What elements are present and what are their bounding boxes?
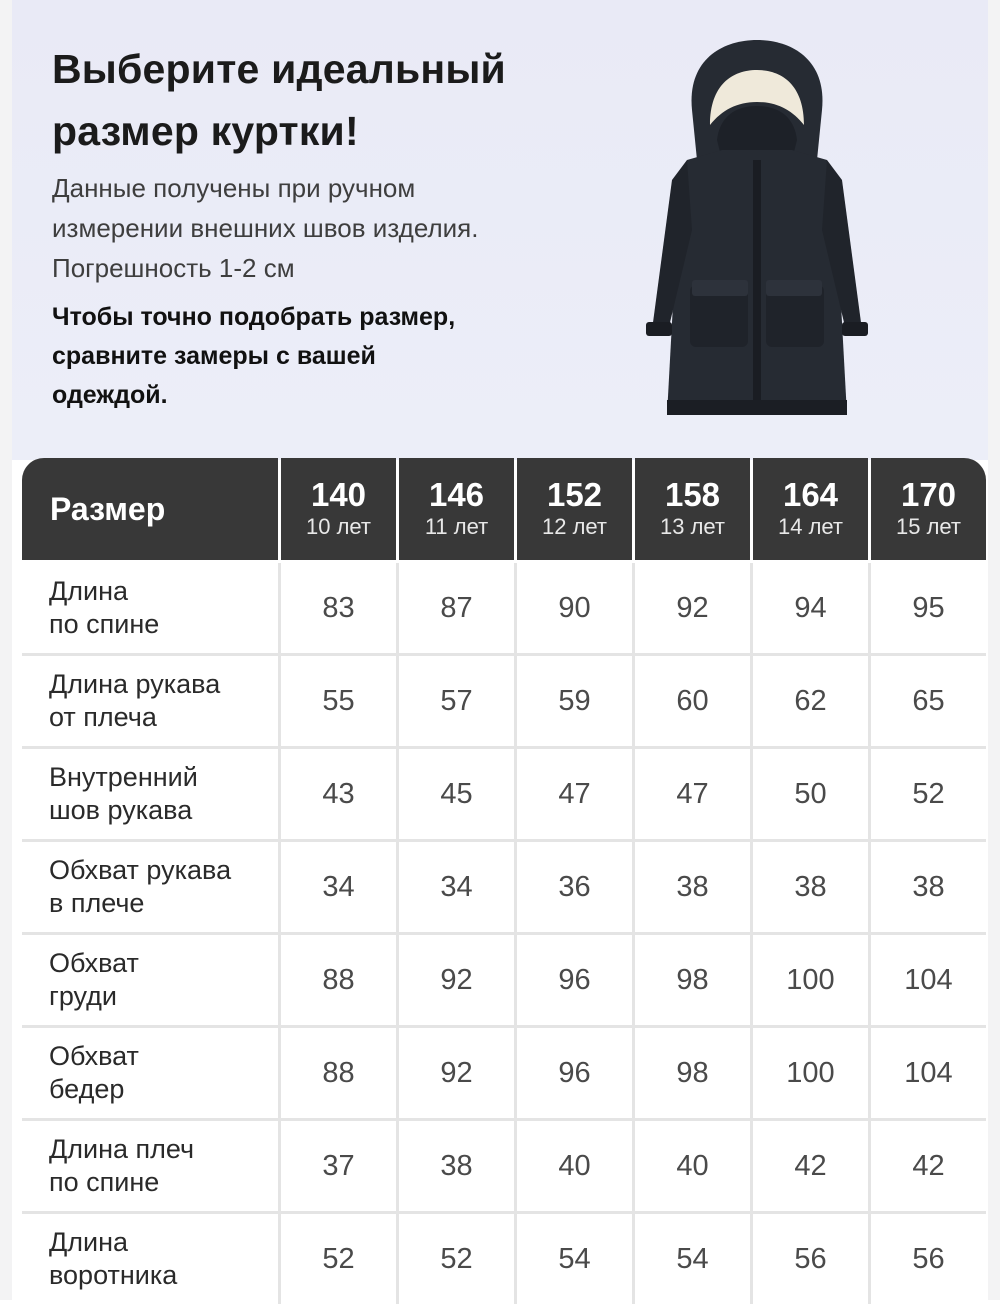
measurement-label: Длина по спине: [22, 563, 278, 653]
table-cell: 59: [517, 656, 632, 746]
table-cell: 47: [517, 749, 632, 839]
table-cell: 98: [635, 935, 750, 1025]
table-row: [22, 563, 986, 653]
table-cell: 52: [281, 1214, 396, 1304]
table-cell: 54: [635, 1214, 750, 1304]
table-cell: 95: [871, 563, 986, 653]
measurement-label: Длина рукава от плеча: [22, 656, 278, 746]
size-column-header: [399, 458, 514, 560]
size-column-header: [281, 458, 396, 560]
table-row: [22, 1121, 986, 1211]
size-table: [22, 458, 986, 1304]
table-cell: 38: [871, 842, 986, 932]
size-age: 12 лет: [541, 514, 607, 539]
table-row: [22, 842, 986, 932]
size-table-header: [22, 458, 986, 560]
table-cell: 92: [399, 1028, 514, 1118]
table-cell: 94: [753, 563, 868, 653]
table-cell: 54: [517, 1214, 632, 1304]
table-cell: 38: [635, 842, 750, 932]
measurement-label: Длина плеч по спине: [22, 1121, 278, 1211]
table-cell: 42: [753, 1121, 868, 1211]
measurement-label: Внутренний шов рукава: [22, 749, 278, 839]
page-edge-right: [988, 0, 1000, 1300]
table-row: [22, 749, 986, 839]
size-number: 170: [900, 476, 957, 513]
table-cell: 62: [753, 656, 868, 746]
compare-hint: Чтобы точно подобрать размер, сравните замеры с вашей одеждой.: [52, 303, 456, 409]
table-row: [22, 935, 986, 1025]
size-column-header: [635, 458, 750, 560]
table-cell: 100: [753, 1028, 868, 1118]
table-cell: 38: [399, 1121, 514, 1211]
jacket-icon: [632, 30, 882, 430]
measurement-label: Обхват рукава в плече: [22, 842, 278, 932]
page-edge-left: [0, 0, 12, 1300]
table-cell: 47: [635, 749, 750, 839]
table-cell: 40: [635, 1121, 750, 1211]
measurement-label: Обхват груди: [22, 935, 278, 1025]
table-cell: 34: [399, 842, 514, 932]
size-number: 140: [310, 476, 367, 513]
table-cell: 96: [517, 1028, 632, 1118]
size-number: 146: [428, 476, 485, 513]
table-cell: 104: [871, 935, 986, 1025]
size-header-label: Размер: [22, 458, 278, 560]
size-table-body: [22, 563, 986, 1304]
table-cell: 50: [753, 749, 868, 839]
table-cell: 88: [281, 1028, 396, 1118]
size-age: 13 лет: [659, 514, 725, 539]
measurement-label: Длина воротника: [22, 1214, 278, 1304]
table-cell: 100: [753, 935, 868, 1025]
table-cell: 43: [281, 749, 396, 839]
table-row: [22, 656, 986, 746]
size-column-header: [517, 458, 632, 560]
table-cell: 36: [517, 842, 632, 932]
measurement-label: Обхват бедер: [22, 1028, 278, 1118]
table-cell: 60: [635, 656, 750, 746]
table-cell: 52: [871, 749, 986, 839]
table-cell: 87: [399, 563, 514, 653]
table-cell: 34: [281, 842, 396, 932]
table-cell: 92: [635, 563, 750, 653]
table-cell: 42: [871, 1121, 986, 1211]
hero-banner: [12, 0, 988, 460]
size-number: 164: [782, 476, 839, 513]
table-cell: 98: [635, 1028, 750, 1118]
table-cell: 56: [753, 1214, 868, 1304]
table-cell: 90: [517, 563, 632, 653]
table-cell: 92: [399, 935, 514, 1025]
page-title: Выберите идеальный размер куртки!: [52, 46, 506, 154]
table-cell: 37: [281, 1121, 396, 1211]
size-number: 158: [664, 476, 721, 513]
table-cell: 52: [399, 1214, 514, 1304]
size-age: 15 лет: [895, 514, 961, 539]
size-age: 14 лет: [777, 514, 843, 539]
table-cell: 56: [871, 1214, 986, 1304]
table-row: [22, 1214, 986, 1304]
table-cell: 96: [517, 935, 632, 1025]
table-row: [22, 1028, 986, 1118]
table-cell: 38: [753, 842, 868, 932]
measurement-note: Данные получены при ручном измерении внешних швов изделия. Погрешность 1-2 см: [52, 173, 479, 283]
table-cell: 57: [399, 656, 514, 746]
size-age: 11 лет: [424, 514, 489, 539]
table-cell: 45: [399, 749, 514, 839]
size-column-header: [753, 458, 868, 560]
table-cell: 55: [281, 656, 396, 746]
table-cell: 83: [281, 563, 396, 653]
size-age: 10 лет: [305, 514, 371, 539]
table-cell: 65: [871, 656, 986, 746]
size-number: 152: [546, 476, 603, 513]
table-cell: 88: [281, 935, 396, 1025]
size-column-header: [871, 458, 986, 560]
table-cell: 40: [517, 1121, 632, 1211]
table-cell: 104: [871, 1028, 986, 1118]
